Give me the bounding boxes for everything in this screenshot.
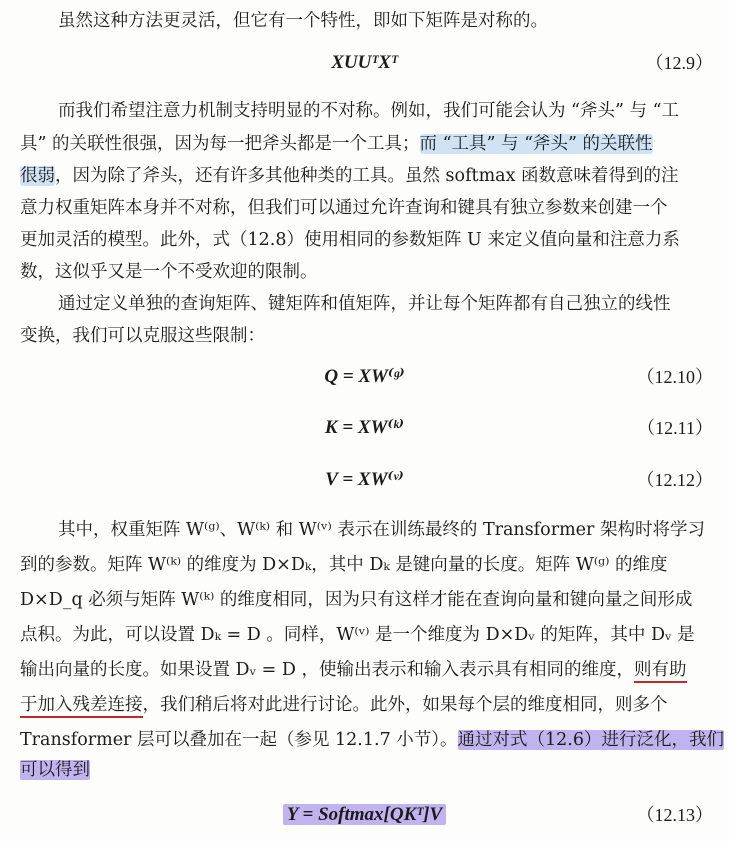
equation-12-10 (0, 362, 729, 392)
equation-formula (0, 800, 729, 830)
blue-highlight: 而 “工具” 与 “斧头” 的关联性 (419, 134, 653, 154)
text-line-p8 (20, 757, 90, 783)
equation-formula: XUUᵀXᵀ (331, 52, 398, 73)
text-line-p5 (20, 657, 687, 683)
equation-12-12 (0, 465, 729, 495)
text-line-p7 (20, 727, 724, 753)
equation-formula: Q = XW⁽ᵍ⁾ (324, 366, 405, 387)
text-line-p3: D×D_q 必须与矩阵 W⁽ᵏ⁾ 的维度相同，因为只有这样才能在查询向量和键向量之间形成 (20, 590, 693, 610)
text-line-p1: 其中，权重矩阵 W⁽ᵍ⁾、W⁽ᵏ⁾ 和 W⁽ᵛ⁾ 表示在训练最终的 Transformer 架构时将学习 (58, 520, 705, 540)
equation-number: （12.11） (637, 418, 713, 438)
purple-highlight: Y = Softmax[QKᵀ]V (283, 804, 446, 825)
text-line-10: 变换，我们可以克服这些限制： (20, 326, 265, 346)
text-line-4 (20, 131, 653, 157)
text-line-8: 数，这似乎又是一个不受欢迎的限制。 (20, 262, 318, 282)
equation-formula: V = XW⁽ᵛ⁾ (325, 469, 404, 490)
equation-formula: K = XW⁽ᵏ⁾ (324, 417, 405, 438)
equation-12-11 (0, 413, 729, 443)
text-segment: 输出向量的长度。如果设置 Dᵥ = D ，使输出表示和输入表示具有相同的维度， (20, 660, 634, 680)
text-line-3: 而我们希望注意力机制支持明显的不对称。例如，我们可能会认为 “斧头” 与 “工 (58, 101, 680, 121)
text-segment: Transformer 层可以叠加在一起（参见 12.1.7 小节）。 (20, 730, 458, 750)
text-segment: 具” 的关联性很强，因为每一把斧头都是一个工具； (20, 134, 420, 154)
purple-highlight: 可以得到 (20, 760, 90, 780)
text-line-p6 (20, 692, 668, 718)
red-underline: 则有助 (634, 660, 687, 683)
equation-12-9 (0, 48, 729, 78)
text-line-9: 通过定义单独的查询矩阵、键矩阵和值矩阵，并让每个矩阵都有自己独立的线性 (58, 294, 671, 314)
text-line-7: 更加灵活的模型。此外，式（12.8）使用相同的参数矩阵 U 来定义值向量和注意力系 (20, 230, 680, 250)
equation-12-13 (0, 800, 729, 830)
text-line-5 (20, 163, 679, 189)
equation-number: （12.9） (645, 53, 713, 73)
equation-number: （12.13） (636, 805, 713, 825)
text-line-6: 意力权重矩阵本身并不对称，但我们可以通过允许查询和键具有独立参数来创建一个 (20, 198, 668, 218)
text-line-1: 虽然这种方法更灵活，但它有一个特性，即如下矩阵是对称的。 (58, 11, 548, 31)
red-underline: 于加入残差连接 (20, 695, 143, 718)
text-line-p4: 点积。为此，可以设置 Dₖ = D 。同样，W⁽ᵛ⁾ 是一个维度为 D×Dᵥ 的矩阵，其中 Dᵥ 是 (20, 625, 695, 645)
equation-number: （12.10） (636, 367, 713, 387)
text-segment: ，我们稍后将对此进行讨论。此外，如果每个层的维度相同，则多个 (142, 695, 668, 715)
blue-highlight: 很弱 (20, 166, 55, 186)
purple-highlight: 通过对式（12.6）进行泛化，我们 (457, 730, 724, 750)
text-line-p2: 到的参数。矩阵 W⁽ᵏ⁾ 的维度为 D×Dₖ，其中 Dₖ 是键向量的长度。矩阵 W⁽ᵍ⁾ 的维度 (20, 555, 668, 575)
equation-number: （12.12） (636, 470, 713, 490)
text-segment: ，因为除了斧头，还有许多其他种类的工具。虽然 softmax 函数意味着得到的注 (55, 166, 679, 186)
